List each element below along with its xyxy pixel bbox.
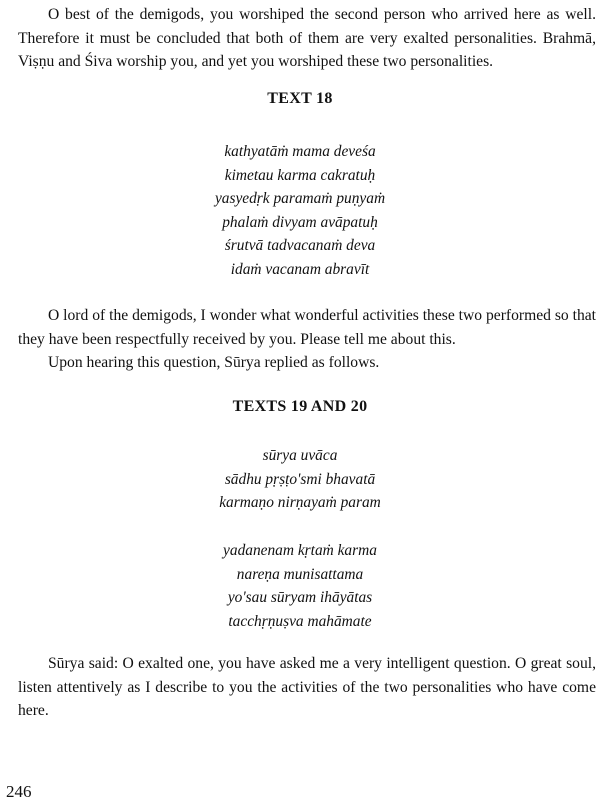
verse-line: yasyedṛk paramaṁ puṇyaṁ — [214, 190, 386, 207]
verse-line: kathyatāṁ mama deveśa — [224, 143, 376, 160]
verse-line: kimetau karma cakratuḥ — [224, 166, 376, 184]
paragraph-transition: Upon hearing this question, Sūrya replied as follows. — [48, 354, 380, 371]
paragraph-intro: O best of the demigods, you worshiped the second person who arrived here as well. Therefore it must be concluded that both of them are very exalted personalities. Brahmā, Viṣṇu and Śiva worship you, and yet you worshiped these two personalities. — [18, 6, 596, 70]
verse-text-18 — [0, 140, 600, 281]
page-number: 246 — [6, 782, 32, 801]
heading-texts-19-20: TEXTS 19 AND 20 — [232, 398, 368, 415]
verse-text-20 — [0, 539, 600, 633]
verse-line: phalaṁ divyam avāpatuḥ — [222, 213, 378, 231]
heading-text-18: TEXT 18 — [267, 90, 333, 107]
verse-line: karmaṇo nirṇayaṁ param — [219, 494, 381, 511]
verse-line: yo'sau sūryam ihāyātas — [227, 589, 373, 606]
paragraph-translation-18: O lord of the demigods, I wonder what wonderful activities these two performed so that they have been respectfully received by you. Please tell me about this. — [18, 307, 596, 348]
verse-line: nareṇa munisattama — [236, 565, 364, 583]
verse-line: sādhu pṛṣṭo'smi bhavatā — [224, 470, 376, 488]
verse-line: śrutvā tadvacanaṁ deva — [224, 237, 376, 254]
verse-text-19 — [0, 444, 600, 515]
verse-line: tacchṛṇuṣva mahāmate — [228, 612, 372, 630]
verse-line: sūrya uvāca — [262, 447, 338, 464]
paragraph-translation-19-20: Sūrya said: O exalted one, you have asked me a very intelligent question. O great soul, listen attentively as I describe to you the activities of the two personalities who have come here. — [18, 655, 596, 719]
verse-line: idaṁ vacanam abravīt — [230, 260, 370, 278]
verse-line: yadanenam kṛtaṁ karma — [223, 542, 377, 559]
